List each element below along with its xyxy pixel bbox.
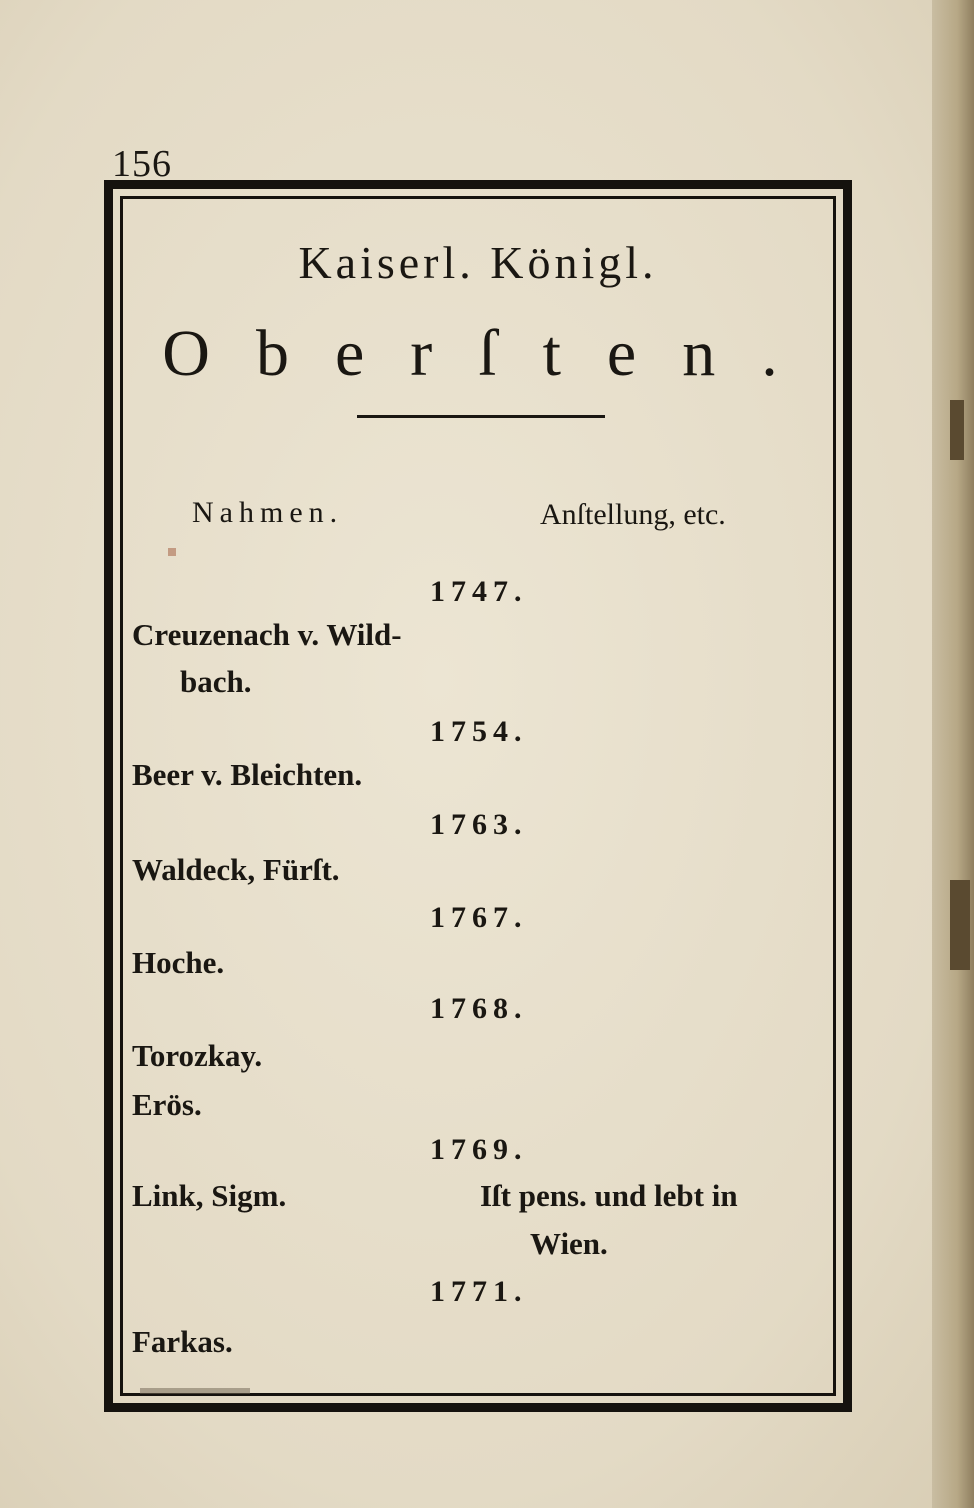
gutter-mark <box>950 400 964 460</box>
title-rule <box>357 415 605 418</box>
appointment-note: Iſt pens. und lebt in <box>480 1178 738 1213</box>
title-line-1: Kaiserl. Königl. <box>298 237 658 288</box>
year-heading: 1767. <box>430 901 528 934</box>
officer-name-continued: bach. <box>180 664 252 699</box>
title-line-2: Oberſten. <box>162 317 824 390</box>
officer-name: Creuzenach v. Wild- <box>132 617 402 652</box>
year-heading: 1763. <box>430 808 528 841</box>
year-heading: 1771. <box>430 1275 528 1308</box>
year-heading: 1747. <box>430 575 528 608</box>
stain-spot <box>168 548 176 556</box>
appointment-note-continued: Wien. <box>530 1226 608 1261</box>
officer-name: Erös. <box>132 1087 202 1122</box>
ink-smudge <box>140 1388 250 1394</box>
gutter-mark <box>950 880 970 970</box>
officer-name: Waldeck, Fürſt. <box>132 852 340 887</box>
officer-name: Beer v. Bleichten. <box>132 757 363 792</box>
year-heading: 1754. <box>430 715 528 748</box>
column-header-appointment: Anſtellung, etc. <box>540 498 726 531</box>
year-heading: 1769. <box>430 1133 528 1166</box>
page-number: 156 <box>112 143 172 185</box>
facing-page-edge <box>932 0 974 1508</box>
officer-name: Hoche. <box>132 945 225 980</box>
column-header-names: Nahmen. <box>192 496 344 529</box>
officer-name: Link, Sigm. <box>132 1178 287 1213</box>
officer-name: Torozkay. <box>132 1038 263 1073</box>
officer-name: Farkas. <box>132 1324 233 1359</box>
year-heading: 1768. <box>430 992 528 1025</box>
